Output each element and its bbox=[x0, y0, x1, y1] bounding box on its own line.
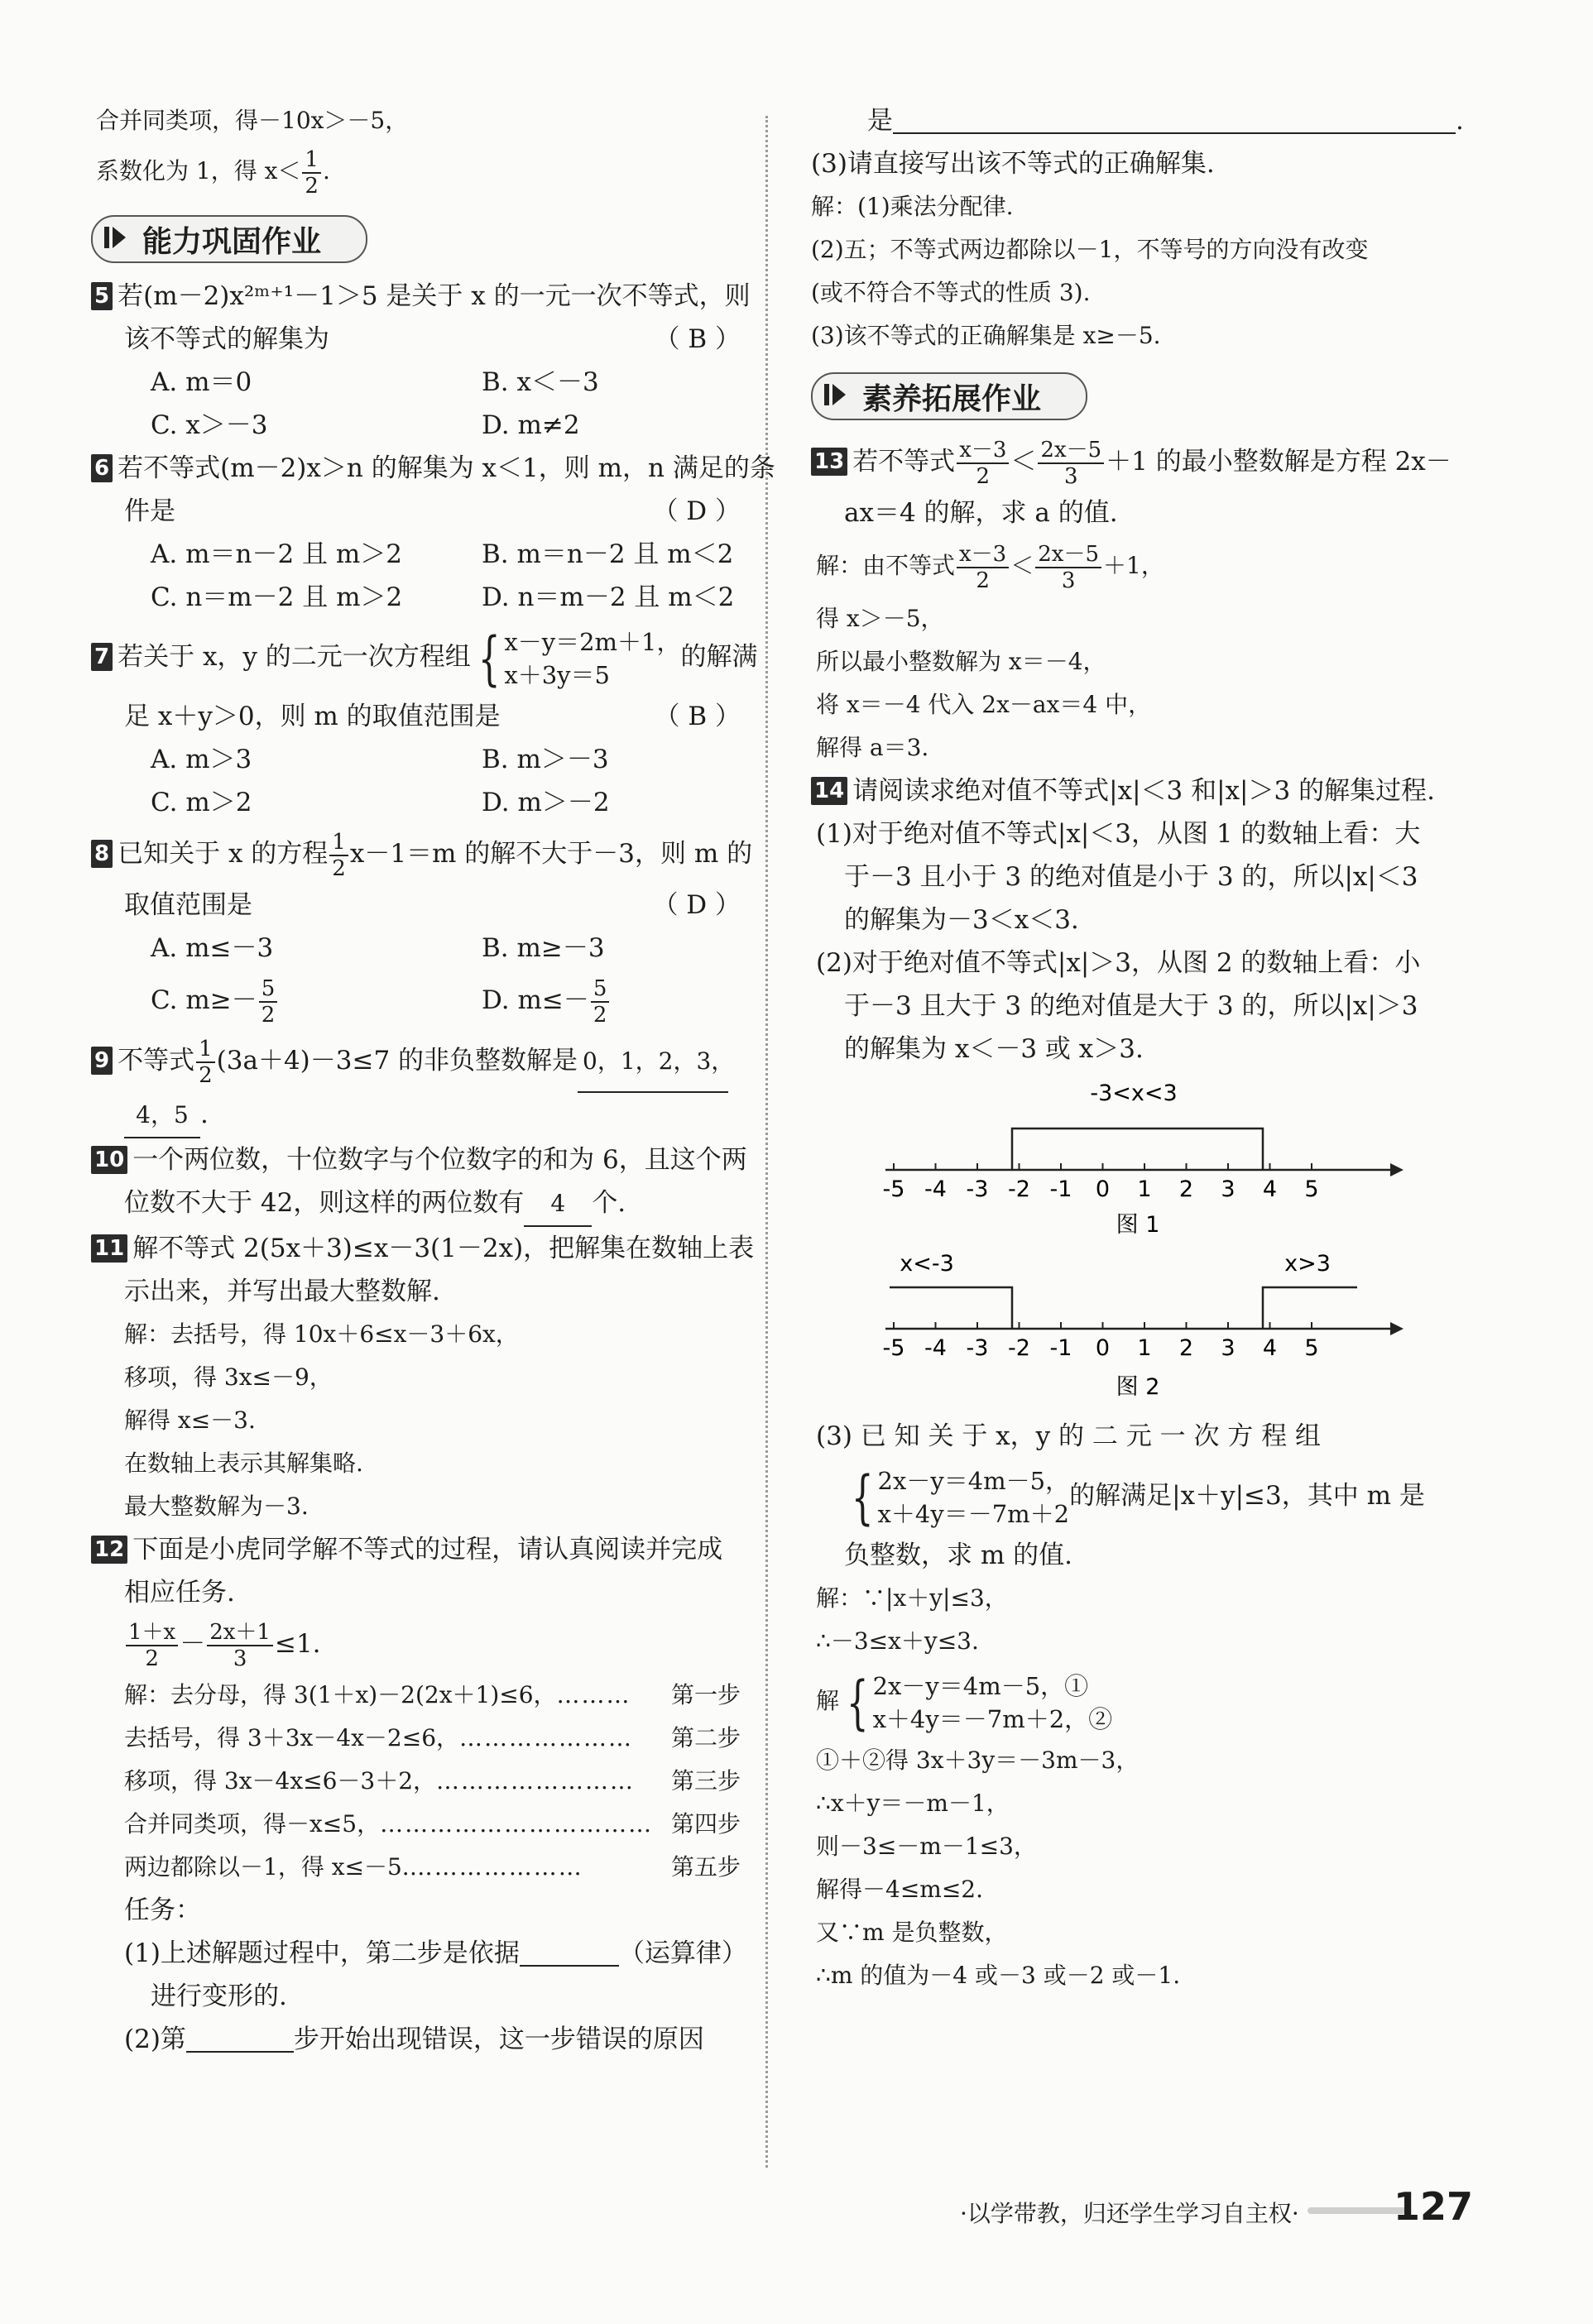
tick-label: -5 bbox=[882, 1335, 905, 1361]
option-d: D. n＝m－2 且 m＜2 bbox=[482, 582, 735, 612]
question-text-line bbox=[91, 695, 741, 738]
solution-line: 将 x＝－4 代入 2x－ax＝4 中， bbox=[816, 691, 1152, 718]
option-d: D. m≠2 bbox=[482, 410, 580, 440]
paragraph-line: (1)对于绝对值不等式|x|＜3，从图 1 的数轴上看：大 bbox=[816, 819, 1421, 849]
denominator: 2 bbox=[261, 1002, 276, 1028]
interval-bracket-right bbox=[1263, 1287, 1357, 1329]
operator: ＜ bbox=[1010, 552, 1034, 579]
option-c: C. n＝m－2 且 m＞2 bbox=[151, 582, 403, 612]
tick-label: 1 bbox=[1137, 1176, 1152, 1202]
question-text: 取值范围是 bbox=[124, 890, 252, 920]
blank-line bbox=[186, 2025, 294, 2053]
options-row bbox=[91, 970, 741, 1031]
denominator: 3 bbox=[1064, 463, 1078, 489]
step-line bbox=[91, 1674, 741, 1717]
numerator: 2x－5 bbox=[1038, 438, 1104, 464]
solution-line bbox=[811, 1663, 1473, 1739]
solution-line: ∴x＋y＝－m－1， bbox=[816, 1790, 1010, 1817]
question-text: 不等式 bbox=[118, 1046, 195, 1076]
fraction bbox=[196, 1037, 215, 1088]
option-b: B. m＞－3 bbox=[482, 745, 609, 774]
numerator: 2x＋1 bbox=[207, 1620, 273, 1646]
question-text: 解不等式 2(5x＋3)≤x－3(1－2x)，把解集在数轴上表 bbox=[132, 1234, 755, 1263]
text-line bbox=[91, 142, 741, 200]
solution-text: 解：由不等式 bbox=[816, 552, 956, 579]
question-text: (3a＋4)－3≤7 的非负整数解是 bbox=[216, 1046, 578, 1076]
tick-label: 0 bbox=[1095, 1335, 1111, 1361]
paragraph-line: (3) 已 知 关 于 x，y 的 二 元 一 次 方 程 组 bbox=[816, 1421, 1322, 1451]
question-10 bbox=[91, 1138, 747, 1181]
solution-text: ＋1， bbox=[1103, 552, 1164, 579]
question-7 bbox=[91, 619, 758, 695]
tick-label: -4 bbox=[924, 1335, 947, 1361]
task-text: 是 bbox=[867, 106, 893, 136]
solution-line: ∴m 的值为－4 或－3 或－2 或－1. bbox=[816, 1962, 1181, 1989]
text-span: 系数化为 1，得 x＜ bbox=[96, 157, 301, 184]
paragraph-line: 的解集为 x＜－3 或 x＞3. bbox=[844, 1034, 1144, 1064]
question-text: 的解满 bbox=[680, 642, 758, 672]
solution-line: 解：∵|x＋y|≤3， bbox=[816, 1584, 1008, 1612]
solution-line: 解得 a＝3. bbox=[816, 734, 929, 761]
paragraph-line: (2)对于绝对值不等式|x|＞3，从图 2 的数轴上看：小 bbox=[816, 948, 1421, 978]
fraction bbox=[957, 438, 1009, 489]
numerator: 1 bbox=[302, 147, 321, 174]
blank-line bbox=[893, 106, 1456, 134]
option-a: A. m＞3 bbox=[151, 745, 252, 774]
interval-label: -3<x<3 bbox=[1090, 1081, 1178, 1106]
question-text-line bbox=[91, 490, 741, 533]
step-label: 第一步 bbox=[670, 1681, 741, 1708]
task-text: 步开始出现错误，这一步错误的原因 bbox=[293, 2025, 704, 2054]
left-column bbox=[91, 99, 775, 2061]
operator: ＜ bbox=[1010, 447, 1037, 477]
tick-label: 4 bbox=[1262, 1335, 1278, 1361]
solution-line: (或不符合不等式的性质 3). bbox=[811, 279, 1091, 306]
numerator: x－3 bbox=[957, 438, 1009, 464]
arrow-icon bbox=[823, 381, 847, 409]
denominator: 2 bbox=[976, 463, 991, 489]
solution-line bbox=[811, 534, 1473, 597]
tick-label: 1 bbox=[1137, 1335, 1152, 1361]
option-c: C. x＞－3 bbox=[151, 410, 268, 440]
axis-arrow-icon bbox=[1390, 1163, 1403, 1176]
question-number: 10 bbox=[91, 1146, 127, 1174]
solution-line: 解得 x≤－3. bbox=[124, 1406, 256, 1434]
fraction bbox=[126, 1620, 178, 1671]
option-text: D. m≤－ bbox=[482, 985, 589, 1015]
tick-label: -5 bbox=[882, 1176, 905, 1202]
solution-line: 得 x＞－5， bbox=[816, 605, 944, 632]
answer-mark: （ D ） bbox=[652, 890, 741, 920]
denominator: 3 bbox=[1061, 568, 1076, 593]
paragraph-line: 于－3 且小于 3 的绝对值是小于 3 的，所以|x|＜3 bbox=[844, 862, 1418, 892]
right-column bbox=[811, 99, 1473, 1997]
column-divider bbox=[765, 116, 768, 2168]
section-header-extension bbox=[811, 366, 1473, 427]
text-span: . bbox=[322, 157, 330, 184]
task-text: (1)上述解题过程中，第二步是依据 bbox=[124, 1938, 520, 1968]
solution-line: 解得－4≤m≤2. bbox=[816, 1876, 984, 1903]
tick-label: -1 bbox=[1049, 1335, 1072, 1361]
tick-label: -2 bbox=[1008, 1176, 1030, 1202]
solution-line: 解：(1)乘法分配律. bbox=[811, 193, 1014, 220]
figure-caption: 图 1 bbox=[1116, 1212, 1160, 1238]
solution-line: 移项，得 3x≤－9， bbox=[124, 1363, 333, 1391]
question-text: 若不等式 bbox=[852, 447, 956, 477]
interval-bracket-left bbox=[890, 1287, 1012, 1329]
tick-label: 3 bbox=[1221, 1176, 1236, 1202]
arrow-icon bbox=[103, 223, 127, 252]
brace-icon: { bbox=[846, 1668, 869, 1737]
page-footer bbox=[960, 2184, 1473, 2234]
question-text-line bbox=[91, 1181, 741, 1227]
option-a: A. m＝n－2 且 m＞2 bbox=[151, 539, 403, 569]
denominator: 2 bbox=[332, 855, 346, 881]
leader-dots: ………………… bbox=[459, 1724, 634, 1751]
option-a: A. m≤－3 bbox=[151, 933, 274, 963]
task-text: （运算律） bbox=[618, 1938, 747, 1968]
fraction bbox=[1035, 542, 1101, 593]
question-text: 该不等式的解集为 bbox=[124, 324, 329, 354]
step-line bbox=[91, 1717, 741, 1760]
text-line: 合并同类项，得－10x＞－5， bbox=[96, 107, 409, 134]
question-text: 一个两位数，十位数字与个位数字的和为 6，且这个两 bbox=[132, 1145, 747, 1175]
solution-text: 解 bbox=[816, 1687, 840, 1714]
tick-label: 2 bbox=[1178, 1335, 1194, 1361]
step-label: 第五步 bbox=[670, 1853, 741, 1881]
interval-bracket bbox=[1012, 1128, 1263, 1170]
step-text: 解：去分母，得 3(1＋x)－2(2x＋1)≤6， bbox=[124, 1681, 557, 1708]
options-row bbox=[91, 361, 741, 404]
question-6 bbox=[91, 447, 775, 490]
numerator: 1 bbox=[329, 830, 348, 856]
numerator: 5 bbox=[259, 976, 278, 1003]
question-14 bbox=[811, 769, 1473, 812]
solution-line: (3)该不等式的正确解集是 x≥－5. bbox=[811, 322, 1161, 349]
section-header-consolidation bbox=[91, 208, 741, 270]
question-text: 请阅读求绝对值不等式|x|＜3 和|x|＞3 的解集过程. bbox=[852, 776, 1435, 806]
footer-slogan: ·以学带教，归还学生学习自主权· bbox=[960, 2200, 1299, 2227]
option-d: D. m＞－2 bbox=[482, 788, 610, 817]
equation-1: 2x－y＝4m－5，① bbox=[872, 1671, 1089, 1700]
numerator: 1 bbox=[196, 1037, 215, 1063]
question-text: 若不等式(m－2)x＞n 的解集为 x＜1，则 m，n 满足的条 bbox=[118, 453, 775, 483]
question-number: 9 bbox=[91, 1047, 113, 1075]
step-text: 合并同类项，得－x≤5， bbox=[124, 1810, 381, 1838]
numerator: 2x－5 bbox=[1035, 542, 1101, 568]
solution-line: 又∵m 是负整数， bbox=[816, 1919, 1008, 1946]
question-text: 下面是小虎同学解不等式的过程，请认真阅读并完成 bbox=[132, 1535, 723, 1565]
question-text: 若关于 x，y 的二元一次方程组 bbox=[118, 642, 471, 672]
operator: ≤1. bbox=[274, 1629, 321, 1659]
step-line bbox=[91, 1846, 741, 1889]
question-text-line bbox=[91, 1093, 741, 1138]
question-text-line bbox=[91, 884, 741, 927]
equation-2: x＋4y＝－7m＋2，② bbox=[872, 1704, 1113, 1733]
question-number: 11 bbox=[91, 1234, 127, 1263]
fraction bbox=[207, 1620, 273, 1671]
question-12 bbox=[91, 1528, 741, 1571]
question-8 bbox=[91, 824, 753, 884]
fraction bbox=[329, 830, 348, 881]
question-text: 已知关于 x 的方程 bbox=[118, 839, 329, 869]
tick-label: 5 bbox=[1304, 1176, 1319, 1202]
question-13 bbox=[811, 432, 1473, 491]
options-row bbox=[91, 927, 741, 970]
solution-line: (2)五；不等式两边都除以－1，不等号的方向没有改变 bbox=[811, 236, 1369, 263]
answer-mark: （ B ） bbox=[654, 702, 741, 731]
equation-1: x－y＝2m＋1， bbox=[504, 627, 681, 656]
task-text: . bbox=[1456, 106, 1464, 136]
task-line: (3)请直接写出该不等式的正确解集. bbox=[811, 149, 1215, 179]
section-title: 能力巩固作业 bbox=[142, 225, 322, 259]
step-line bbox=[91, 1760, 741, 1803]
options-row bbox=[91, 576, 741, 619]
question-5 bbox=[91, 275, 751, 318]
tick-label: -4 bbox=[924, 1176, 947, 1202]
option-b: B. x＜－3 bbox=[482, 367, 599, 397]
interval-label-right: x>3 bbox=[1284, 1251, 1331, 1277]
task-line bbox=[811, 99, 1473, 142]
option-c bbox=[151, 970, 482, 1031]
options-row bbox=[91, 404, 741, 447]
task-label: 任务： bbox=[124, 1895, 201, 1925]
leader-dots: …………………… bbox=[436, 1767, 636, 1795]
tick-label: 2 bbox=[1178, 1176, 1194, 1202]
brace-icon: { bbox=[851, 1463, 874, 1531]
numerator: 5 bbox=[591, 976, 610, 1003]
question-number: 6 bbox=[91, 454, 113, 482]
numerator: 1＋x bbox=[126, 1620, 178, 1646]
step-text: 两边都除以－1，得 x≤－5. bbox=[124, 1853, 410, 1881]
denominator: 2 bbox=[145, 1646, 159, 1671]
paragraph-line: 的解集为－3＜x＜3. bbox=[844, 905, 1079, 935]
fraction bbox=[1038, 438, 1104, 489]
brace-icon: { bbox=[477, 624, 501, 692]
question-number: 8 bbox=[91, 840, 113, 868]
axis-arrow-icon bbox=[1390, 1322, 1403, 1335]
options-row bbox=[91, 738, 741, 781]
question-text-line: ax＝4 的解，求 a 的值. bbox=[844, 498, 1118, 528]
number-line-figure-2 bbox=[811, 1241, 1473, 1415]
equation-1: 2x－y＝4m－5， bbox=[877, 1466, 1070, 1495]
question-text: x－1＝m 的解不大于－3，则 m 的 bbox=[349, 839, 753, 869]
numerator: x－3 bbox=[957, 542, 1009, 568]
fraction bbox=[259, 976, 278, 1028]
denominator: 2 bbox=[305, 173, 319, 199]
equation-system bbox=[844, 1464, 1069, 1531]
equation-2: x＋3y＝5 bbox=[504, 660, 610, 689]
leader-dots: ……… bbox=[556, 1681, 631, 1708]
fraction bbox=[302, 147, 321, 199]
step-label: 第二步 bbox=[670, 1724, 741, 1751]
question-text-line: 负整数，求 m 的值. bbox=[844, 1541, 1072, 1570]
question-number: 14 bbox=[811, 777, 847, 805]
question-text: . bbox=[200, 1100, 209, 1129]
denominator: 3 bbox=[233, 1646, 247, 1671]
answer-mark: （ B ） bbox=[654, 324, 741, 354]
tick-label: 3 bbox=[1221, 1335, 1236, 1361]
option-text: C. m≥－ bbox=[151, 985, 257, 1015]
solution-line: 在数轴上表示其解集略. bbox=[124, 1450, 363, 1477]
question-text: 的解满足|x＋y|≤3，其中 m 是 bbox=[1069, 1481, 1425, 1511]
question-text-line bbox=[91, 318, 741, 361]
section-title: 素养拓展作业 bbox=[862, 382, 1042, 416]
question-text: 若(m－2)x²ᵐ⁺¹－1＞5 是关于 x 的一元一次不等式，则 bbox=[118, 281, 751, 311]
step-text: 移项，得 3x－4x≤6－3＋2， bbox=[124, 1767, 437, 1795]
tick-label: -3 bbox=[966, 1176, 989, 1202]
question-text-line: 相应任务. bbox=[124, 1578, 235, 1608]
footer-bar bbox=[1308, 2207, 1407, 2214]
fraction bbox=[957, 542, 1009, 593]
denominator: 2 bbox=[593, 1002, 607, 1028]
leader-dots: …………………………… bbox=[380, 1810, 654, 1838]
answer-fill: 4 bbox=[524, 1182, 592, 1227]
step-line bbox=[91, 1803, 741, 1846]
denominator: 2 bbox=[199, 1062, 213, 1088]
question-text-line: 示出来，并写出最大整数解. bbox=[124, 1277, 440, 1306]
option-d bbox=[482, 975, 611, 1028]
leader-dots: ………………… bbox=[409, 1853, 583, 1881]
question-text-line bbox=[811, 1458, 1473, 1534]
question-text: 件是 bbox=[124, 496, 175, 526]
task-text: (2)第 bbox=[124, 2025, 186, 2054]
tick-label: 4 bbox=[1262, 1176, 1278, 1202]
question-number: 13 bbox=[811, 448, 847, 476]
step-label: 第四步 bbox=[670, 1810, 741, 1838]
interval-label-left: x<-3 bbox=[900, 1251, 954, 1277]
tick-label: 0 bbox=[1095, 1176, 1111, 1202]
number-line-figure-1 bbox=[811, 1071, 1473, 1244]
equation-2: x＋4y＝－7m＋2 bbox=[877, 1499, 1070, 1528]
answer-fill: 0，1，2，3， bbox=[578, 1032, 728, 1093]
question-number: 7 bbox=[91, 643, 113, 671]
tick-label: -3 bbox=[966, 1335, 989, 1361]
step-label: 第三步 bbox=[670, 1767, 741, 1795]
inequality bbox=[91, 1614, 741, 1674]
answer-fill: 4，5 bbox=[124, 1094, 200, 1138]
tick-label: 5 bbox=[1304, 1335, 1319, 1361]
equation-system bbox=[471, 625, 681, 692]
step-text: 去括号，得 3＋3x－4x－2≤6， bbox=[124, 1724, 460, 1751]
tick-label: -1 bbox=[1049, 1176, 1072, 1202]
figure-caption: 图 2 bbox=[1116, 1374, 1160, 1400]
question-number: 5 bbox=[91, 282, 113, 310]
solution-line: 解：去括号，得 10x＋6≤x－3＋6x， bbox=[124, 1320, 519, 1348]
solution-line: ①＋②得 3x＋3y＝－3m－3， bbox=[816, 1747, 1140, 1774]
option-b: B. m≥－3 bbox=[482, 933, 605, 963]
question-text: 足 x＋y＞0，则 m 的取值范围是 bbox=[124, 702, 501, 731]
question-9 bbox=[91, 1031, 741, 1093]
option-a: A. m＝0 bbox=[151, 367, 252, 397]
tick-label: -2 bbox=[1008, 1335, 1030, 1361]
question-11 bbox=[91, 1227, 755, 1270]
options-row bbox=[91, 781, 741, 824]
task-line: 进行变形的. bbox=[151, 1981, 287, 2011]
answer-mark: （ D ） bbox=[652, 496, 741, 526]
question-text: 个. bbox=[592, 1188, 626, 1218]
fraction bbox=[591, 976, 610, 1028]
denominator: 2 bbox=[976, 568, 990, 593]
question-text: ＋1 的最小整数解是方程 2x－ bbox=[1106, 447, 1451, 477]
task-line bbox=[91, 1932, 747, 1975]
solution-line: 所以最小整数解为 x＝－4， bbox=[816, 648, 1106, 675]
equation-system bbox=[839, 1670, 1112, 1736]
solution-line: 则－3≤－m－1≤3， bbox=[816, 1833, 1037, 1860]
paragraph-line: 于－3 且大于 3 的绝对值是大于 3 的，所以|x|＞3 bbox=[844, 991, 1418, 1021]
task-line bbox=[91, 2018, 741, 2061]
question-number: 12 bbox=[91, 1536, 127, 1564]
blank-line bbox=[520, 1938, 619, 1967]
operator: － bbox=[180, 1629, 206, 1659]
option-c: C. m＞2 bbox=[151, 788, 252, 817]
solution-line: ∴－3≤x＋y≤3. bbox=[816, 1627, 979, 1655]
option-b: B. m＝n－2 且 m＜2 bbox=[482, 539, 734, 569]
question-text: 位数不大于 42，则这样的两位数有 bbox=[124, 1188, 525, 1218]
page-number: 127 bbox=[1393, 2184, 1473, 2229]
solution-line: 最大整数解为－3. bbox=[124, 1493, 309, 1520]
options-row bbox=[91, 533, 741, 576]
